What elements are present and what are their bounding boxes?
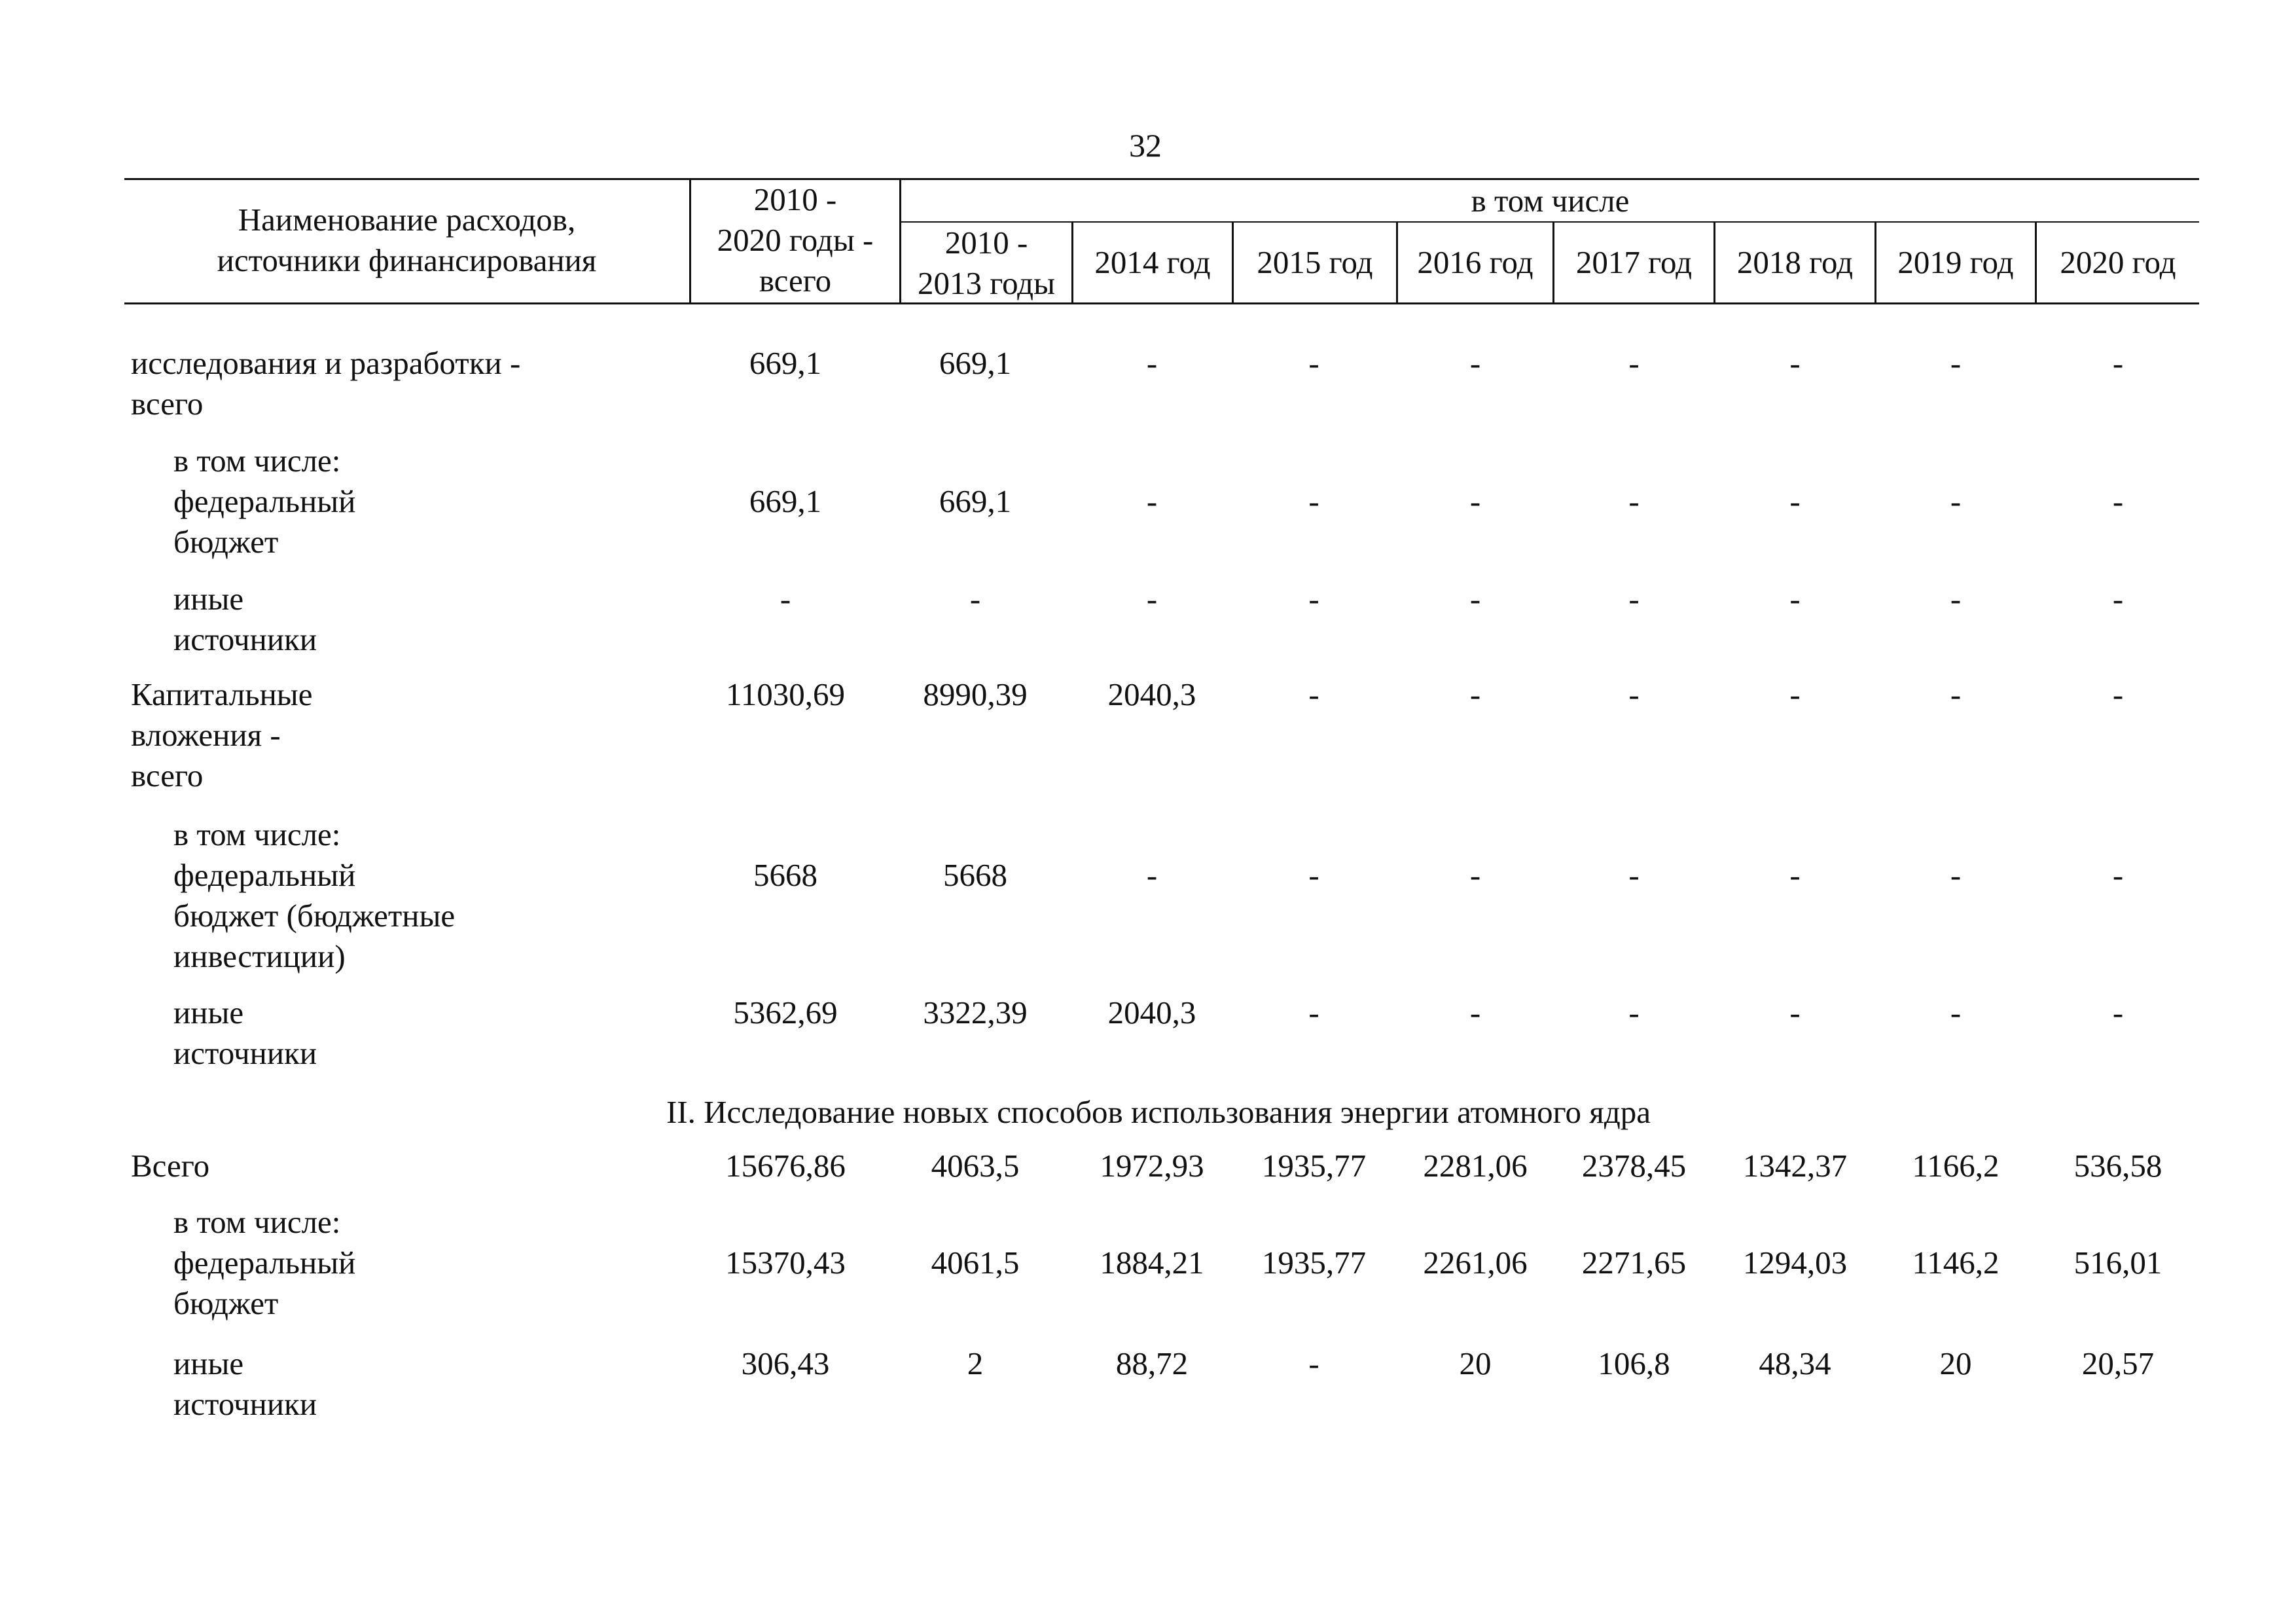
table-cell: 2378,45: [1581, 1148, 1687, 1184]
page-number: 32: [1129, 127, 1162, 164]
table-cell: -: [2112, 857, 2124, 893]
table-cell: -: [1950, 345, 1962, 381]
table-cell: -: [1789, 483, 1801, 519]
table-cell: 2040,3: [1107, 676, 1196, 712]
header-total-column: 2010 - 2020 годы - всего: [717, 181, 874, 299]
table-cell: 1166,2: [1912, 1148, 2000, 1184]
table-cell: 5668: [753, 857, 817, 893]
group-header-rule: [899, 221, 2199, 223]
table-cell: 669,1: [939, 345, 1012, 381]
table-cell: 15676,86: [725, 1148, 846, 1184]
row-label: иные источники: [173, 994, 317, 1071]
section-title: II. Исследование новых способов использования энергии атомного ядра: [666, 1094, 1651, 1130]
table-cell: -: [1628, 345, 1640, 381]
table-cell: -: [1469, 581, 1481, 617]
table-cell: 1146,2: [1912, 1245, 2000, 1281]
table-cell: 1935,77: [1261, 1148, 1367, 1184]
table-cell: -: [1628, 483, 1640, 519]
table-cell: -: [2112, 345, 2124, 381]
table-cell: 1935,77: [1261, 1245, 1367, 1281]
table-cell: 1972,93: [1100, 1148, 1204, 1184]
header-name-column: Наименование расходов, источники финансирования: [217, 202, 597, 278]
row-label: Всего: [131, 1148, 210, 1184]
table-cell: -: [1308, 857, 1319, 893]
table-cell: 1294,03: [1742, 1245, 1848, 1281]
table-cell: -: [2112, 676, 2124, 712]
table-cell: -: [1146, 581, 1158, 617]
row-label: в том числе: федеральный бюджет: [173, 443, 356, 560]
row-label: в том числе: федеральный бюджет (бюджетные инвестиции): [173, 816, 456, 974]
table-cell: -: [969, 581, 981, 617]
table-cell: 5668: [943, 857, 1007, 893]
table-cell: -: [1308, 345, 1319, 381]
header-col-2014: 2014 год: [1094, 244, 1211, 280]
row-label: Капитальные вложения - всего: [131, 676, 313, 793]
table-cell: 20,57: [2081, 1345, 2155, 1381]
header-col-2020: 2020 год: [2060, 244, 2176, 280]
table-cell: 20: [1939, 1345, 1972, 1381]
table-cell: 516,01: [2073, 1245, 2162, 1281]
table-cell: -: [1308, 1345, 1319, 1381]
header-col-2019: 2019 год: [1897, 244, 2014, 280]
table-cell: -: [1950, 857, 1962, 893]
table-cell: 15370,43: [725, 1245, 846, 1281]
table-cell: -: [1308, 581, 1319, 617]
table-cell: -: [1628, 581, 1640, 617]
table-cell: -: [1469, 483, 1481, 519]
header-group-label: в том числе: [1471, 183, 1630, 219]
table-cell: -: [2112, 483, 2124, 519]
table-cell: -: [1146, 857, 1158, 893]
table-cell: -: [1308, 483, 1319, 519]
header-col-2017: 2017 год: [1575, 244, 1693, 280]
table-cell: 5362,69: [733, 994, 838, 1030]
table-cell: -: [1950, 994, 1962, 1030]
table-cell: -: [1789, 676, 1801, 712]
table-cell: 106,8: [1598, 1345, 1670, 1381]
table-cell: -: [1950, 676, 1962, 712]
row-label: иные источники: [173, 581, 317, 657]
table-cell: -: [1628, 857, 1640, 893]
header-col-2015: 2015 год: [1257, 244, 1373, 280]
table-cell: 669,1: [749, 483, 822, 519]
table-cell: 1884,21: [1100, 1245, 1204, 1281]
table-cell: -: [1628, 994, 1640, 1030]
table-cell: -: [2112, 994, 2124, 1030]
table-cell: -: [1308, 676, 1319, 712]
table-cell: 536,58: [2073, 1148, 2162, 1184]
header-bottom-rule: [124, 302, 2199, 304]
row-label: в том числе: федеральный бюджет: [173, 1204, 356, 1321]
table-cell: 2261,06: [1423, 1245, 1528, 1281]
table-cell: 11030,69: [726, 676, 845, 712]
header-col-2010-2013: 2010 - 2013 годы: [917, 225, 1056, 301]
row-label: исследования и разработки - всего: [131, 345, 521, 422]
table-cell: -: [1789, 994, 1801, 1030]
table-cell: 2: [967, 1345, 984, 1381]
table-cell: -: [1469, 345, 1481, 381]
header-col-2018: 2018 год: [1736, 244, 1854, 280]
table-cell: -: [2112, 581, 2124, 617]
table-cell: -: [1308, 994, 1319, 1030]
table-cell: 88,72: [1115, 1345, 1189, 1381]
row-label: иные источники: [173, 1345, 317, 1422]
table-cell: 8990,39: [923, 676, 1028, 712]
table-cell: -: [1628, 676, 1640, 712]
table-cell: 669,1: [939, 483, 1012, 519]
table-cell: -: [1950, 483, 1962, 519]
table-cell: 4061,5: [931, 1245, 1020, 1281]
table-cell: 2040,3: [1107, 994, 1196, 1030]
table-cell: -: [1789, 345, 1801, 381]
table-cell: 4063,5: [931, 1148, 1020, 1184]
table-cell: 48,34: [1759, 1345, 1831, 1381]
table-cell: -: [1789, 581, 1801, 617]
table-cell: -: [1146, 483, 1158, 519]
header-col-2016: 2016 год: [1417, 244, 1534, 280]
table-cell: 3322,39: [923, 994, 1028, 1030]
table-top-rule: [124, 178, 2199, 180]
table-cell: 20: [1459, 1345, 1492, 1381]
table-cell: 669,1: [749, 345, 822, 381]
table-cell: 2271,65: [1581, 1245, 1687, 1281]
table-cell: -: [1789, 857, 1801, 893]
table-cell: -: [1469, 857, 1481, 893]
table-cell: -: [1469, 994, 1481, 1030]
table-cell: -: [1950, 581, 1962, 617]
table-cell: 306,43: [741, 1345, 830, 1381]
table-cell: -: [780, 581, 791, 617]
table-cell: 1342,37: [1742, 1148, 1848, 1184]
table-cell: 2281,06: [1423, 1148, 1528, 1184]
table-cell: -: [1469, 676, 1481, 712]
table-cell: -: [1146, 345, 1158, 381]
